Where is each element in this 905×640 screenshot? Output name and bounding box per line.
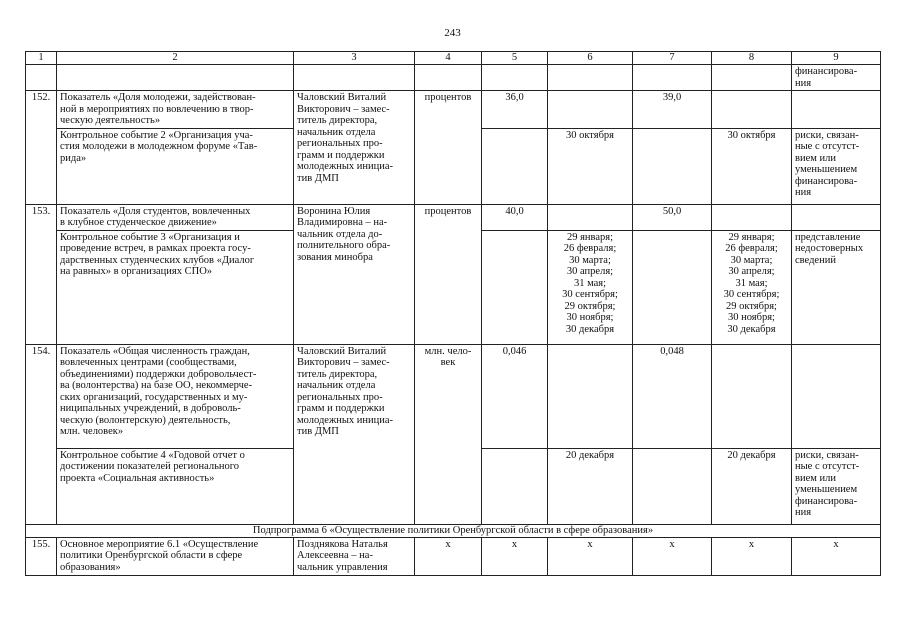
table-row (26, 91, 881, 129)
table-cell (415, 65, 482, 91)
table-row (26, 344, 881, 448)
table-cell (712, 344, 792, 448)
page-number: 243 (444, 27, 461, 39)
event-note: риски, связан- ные с отсутст- вием или уменьшением финансирова- ния (792, 128, 881, 204)
table-cell (792, 344, 881, 448)
event-note: риски, связан- ные с отсутст- вием или уменьшением финансирова- ния (792, 448, 881, 524)
target-value: 50,0 (633, 204, 712, 230)
column-number-row (26, 52, 881, 65)
event-date-plan: 30 октября (548, 128, 633, 204)
x-mark: x (792, 537, 881, 575)
target-value: 39,0 (633, 91, 712, 129)
subprogram-title: Подпрограмма 6 «Осуществление политики Оренбургской области в сфере образования» (26, 524, 881, 537)
table-cell (792, 91, 881, 129)
column-header: 2 (57, 52, 294, 65)
x-mark: x (712, 537, 792, 575)
event-date-fact: 30 октября (712, 128, 792, 204)
table-cell (633, 230, 712, 344)
table-cell (482, 230, 548, 344)
table-cell (548, 204, 633, 230)
event-dates-plan: 29 января; 26 февраля; 30 марта; 30 апреля; 31 мая; 30 сентября; 29 октября; 30 ноября; 30 декабря (548, 230, 633, 344)
table-row (26, 204, 881, 230)
table-cell (633, 448, 712, 524)
carryover-row (26, 65, 881, 91)
column-header: 3 (294, 52, 415, 65)
unit: процентов (415, 204, 482, 344)
column-header: 8 (712, 52, 792, 65)
carryover-note: финансирова- ния (792, 65, 881, 91)
base-value: 0,046 (482, 344, 548, 448)
event-date-fact: 20 декабря (712, 448, 792, 524)
unit: процентов (415, 91, 482, 205)
table-cell (482, 128, 548, 204)
indicator-text: Показатель «Общая численность граждан, вовлеченных центрами (сообществами, объединениями) поддержки добровольчест- ва (волонтерства) на базе ОО, некоммерче- ских организаций, государственных и му- ниципальных учреждений, в доброволь- ческую (волонтерскую) деятельность, млн. человек» (57, 344, 294, 448)
measure-text: Основное мероприятие 6.1 «Осуществление политики Оренбургской области в сфере образования» (57, 537, 294, 575)
row-number: 154. (26, 344, 57, 524)
table-cell (792, 204, 881, 230)
unit: млн. чело- век (415, 344, 482, 524)
table-cell (548, 65, 633, 91)
table-cell (26, 65, 57, 91)
table-cell (633, 65, 712, 91)
column-header: 1 (26, 52, 57, 65)
event-date-plan: 20 декабря (548, 448, 633, 524)
responsible-person: Чаловский Виталий Викторович – замес- титель директора, начальник отдела региональных про- грамм и поддержки молодежных инициа- тив ДМП (294, 91, 415, 205)
x-mark: x (482, 537, 548, 575)
event-dates-fact: 29 января; 26 февраля; 30 марта; 30 апреля; 31 мая; 30 сентября; 29 октября; 30 ноября; 30 декабря (712, 230, 792, 344)
table-cell (482, 65, 548, 91)
table-cell (57, 65, 294, 91)
responsible-person: Чаловский Виталий Викторович – замес- титель директора, начальник отдела региональных про- грамм и поддержки молодежных инициа- тив ДМП (294, 344, 415, 524)
event-note: представление недостоверных сведений (792, 230, 881, 344)
target-value: 0,048 (633, 344, 712, 448)
column-header: 5 (482, 52, 548, 65)
column-header: 7 (633, 52, 712, 65)
indicators-table (25, 51, 881, 576)
indicator-text: Показатель «Доля студентов, вовлеченных в клубное студенческое движение» (57, 204, 294, 230)
x-mark: x (633, 537, 712, 575)
row-number: 155. (26, 537, 57, 575)
base-value: 36,0 (482, 91, 548, 129)
column-header: 9 (792, 52, 881, 65)
table-row (26, 537, 881, 575)
table-cell (712, 65, 792, 91)
indicator-text: Показатель «Доля молодежи, задействован- ной в мероприятиях по вовлечению в твор- ческую деятельность» (57, 91, 294, 129)
table-cell (548, 91, 633, 129)
column-header: 4 (415, 52, 482, 65)
row-number: 152. (26, 91, 57, 205)
responsible-person: Воронина Юлия Владимировна – на- чальник отдела до- полнительного обра- зования минобра (294, 204, 415, 344)
base-value: 40,0 (482, 204, 548, 230)
table-cell (712, 204, 792, 230)
subprogram-row (26, 524, 881, 537)
table-cell (633, 128, 712, 204)
table-cell (294, 65, 415, 91)
table-cell (548, 344, 633, 448)
table-cell (712, 91, 792, 129)
control-event-text: Контрольное событие 2 «Организация уча- стия молодежи в молодежном форуме «Тав- рида» (57, 128, 294, 204)
x-mark: x (548, 537, 633, 575)
responsible-person: Позднякова Наталья Алексеевна – на- чальник управления (294, 537, 415, 575)
control-event-text: Контрольное событие 4 «Годовой отчет о достижении показателей регионального проекта «Социальная активность» (57, 448, 294, 524)
row-number: 153. (26, 204, 57, 344)
column-header: 6 (548, 52, 633, 65)
table-cell (482, 448, 548, 524)
x-mark: x (415, 537, 482, 575)
control-event-text: Контрольное событие 3 «Организация и проведение встреч, в рамках проекта госу- дарственных студенческих клубов «Диалог на равных» в организациях СПО» (57, 230, 294, 344)
